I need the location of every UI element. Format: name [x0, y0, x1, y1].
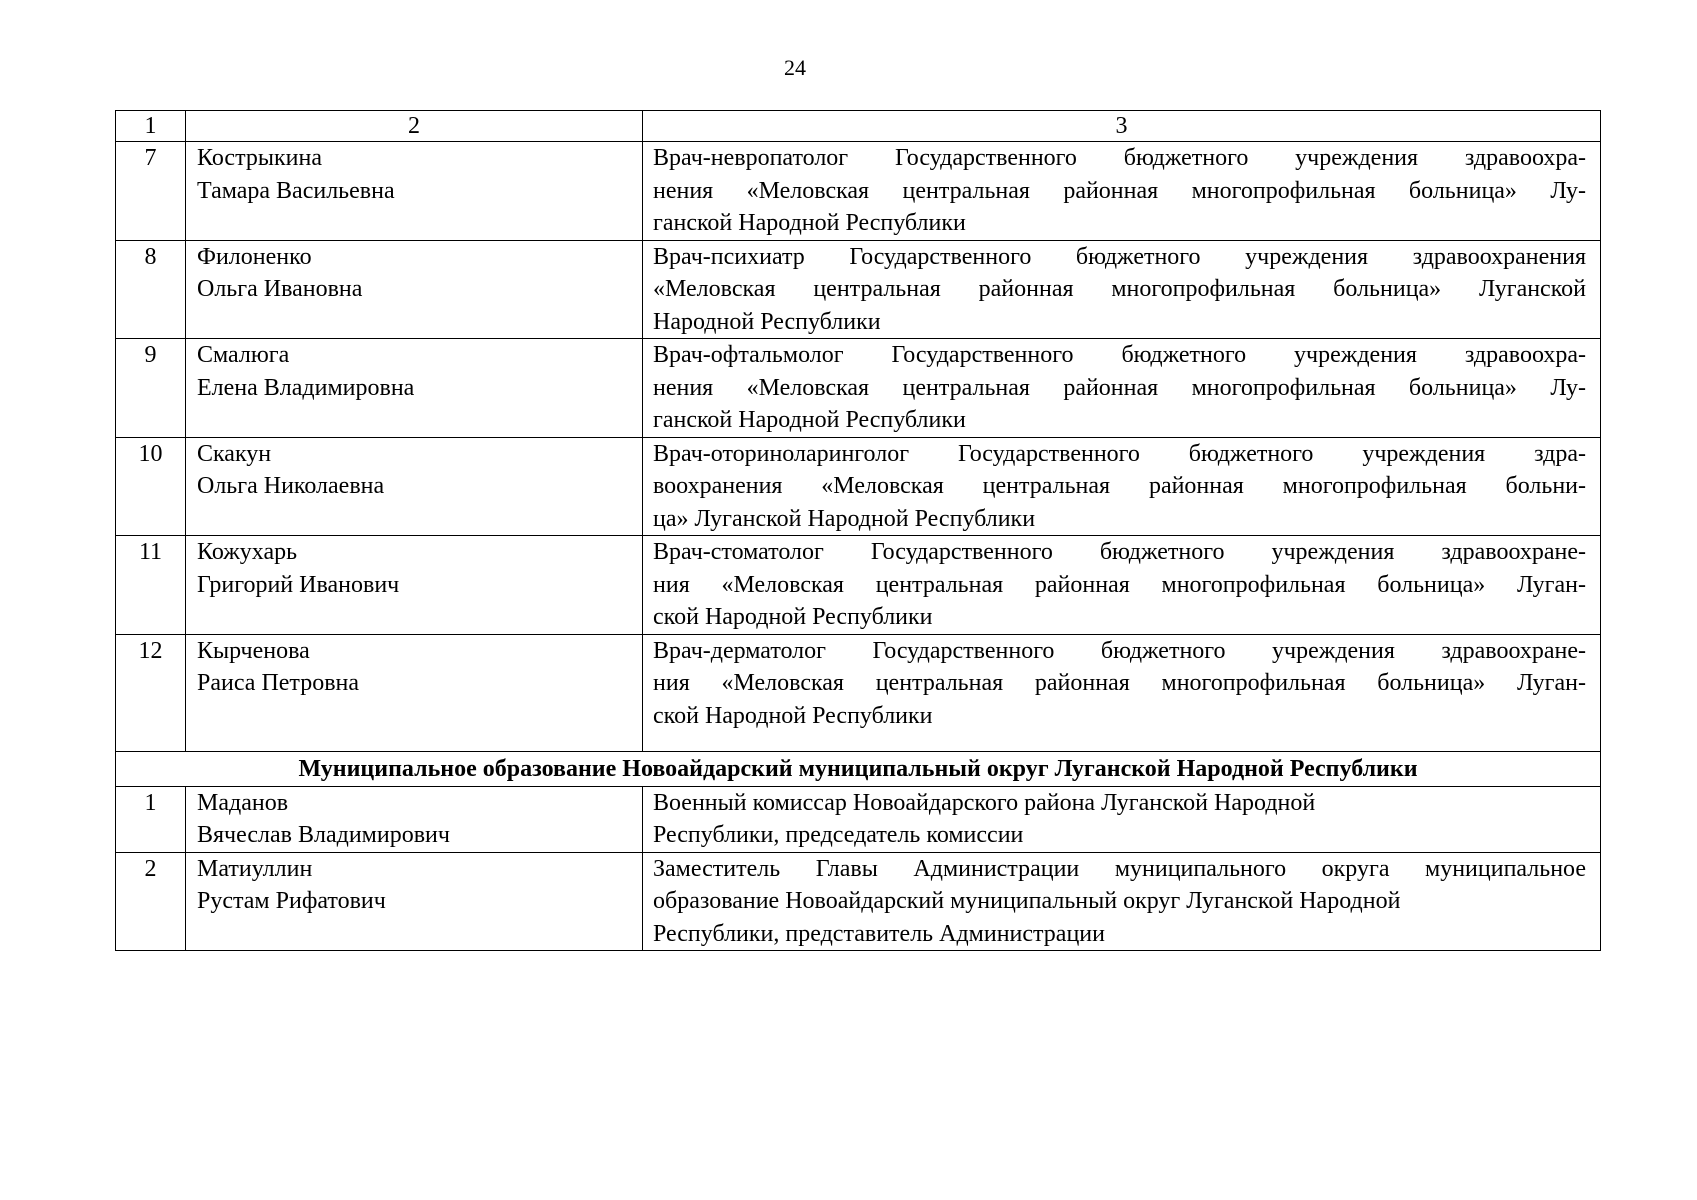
- position-line: нения «Меловская центральная районная многопрофильная больница» Лу-: [653, 177, 1586, 204]
- row-number: 7: [116, 142, 186, 241]
- position-line: Народной Республики: [653, 308, 881, 335]
- position-line: ской Народной Республики: [653, 604, 933, 630]
- column-header-position: 3: [643, 111, 1601, 142]
- table-header-row: [116, 111, 1601, 142]
- surname: Матиуллин: [197, 855, 313, 882]
- column-header-number: 1: [116, 111, 186, 142]
- position-line: ганской Народной Республики: [653, 407, 966, 433]
- position-line: Заместитель Главы Администрации муниципального округа муниципальное: [653, 855, 1586, 882]
- surname: Филоненко: [197, 243, 312, 270]
- member-name: [186, 437, 643, 536]
- table-row: [116, 142, 1601, 241]
- position-line: Врач-офтальмолог Государственного бюджетного учреждения здравоохра-: [653, 342, 1586, 368]
- row-number: 2: [116, 852, 186, 951]
- surname: Маданов: [197, 789, 289, 816]
- row-number: 1: [116, 786, 186, 852]
- member-name: [186, 536, 643, 635]
- position-line: Врач-невропатолог Государственного бюджетного учреждения здравоохра-: [653, 145, 1586, 171]
- commission-members-table: [115, 110, 1601, 951]
- member-position: [643, 536, 1601, 635]
- member-position: [643, 786, 1601, 852]
- table-row: [116, 852, 1601, 951]
- given-names: Ольга Ивановна: [197, 276, 363, 302]
- member-position: [643, 437, 1601, 536]
- given-names: Раиса Петровна: [197, 670, 360, 696]
- surname: Кожухарь: [197, 539, 298, 565]
- position-line: нения «Меловская центральная районная многопрофильная больница» Лу-: [653, 374, 1586, 401]
- section-heading: Муниципальное образование Новоайдарский муниципальный округ Луганской Народной Республики: [116, 751, 1601, 786]
- row-number: 10: [116, 437, 186, 536]
- member-name: [186, 142, 643, 241]
- page-number: 24: [784, 55, 806, 80]
- position-line: Врач-оториноларинголог Государственного бюджетного учреждения здра-: [653, 440, 1586, 467]
- position-line: образование Новоайдарский муниципальный округ Луганской Народной: [653, 888, 1401, 914]
- given-names: Рустам Рифатович: [197, 888, 386, 914]
- member-name: [186, 634, 643, 751]
- position-line: ской Народной Республики: [653, 702, 933, 729]
- table-row: [116, 786, 1601, 852]
- position-line: Врач-дерматолог Государственного бюджетного учреждения здравоохране-: [653, 637, 1586, 664]
- table-row: [116, 634, 1601, 751]
- row-number: 9: [116, 339, 186, 438]
- position-line: ния «Меловская центральная районная многопрофильная больница» Луган-: [653, 571, 1586, 598]
- surname: Кырченова: [197, 637, 310, 664]
- position-line: Республики, председатель комиссии: [653, 822, 1024, 848]
- position-line: «Меловская центральная районная многопрофильная больница» Луганской: [653, 276, 1586, 302]
- member-position: [643, 852, 1601, 951]
- position-line: Врач-стоматолог Государственного бюджетного учреждения здравоохране-: [653, 539, 1586, 565]
- section-heading-row: [116, 751, 1601, 786]
- position-line: Врач-психиатр Государственного бюджетного учреждения здравоохранения: [653, 243, 1586, 270]
- given-names: Вячеслав Владимирович: [197, 822, 450, 848]
- position-line: ганской Народной Республики: [653, 210, 966, 236]
- position-line: Военный комиссар Новоайдарского района Луганской Народной: [653, 789, 1316, 816]
- given-names: Григорий Иванович: [197, 571, 400, 598]
- member-position: [643, 240, 1601, 339]
- member-name: [186, 786, 643, 852]
- given-names: Ольга Николаевна: [197, 473, 385, 499]
- surname: Кострыкина: [197, 145, 322, 171]
- row-number: 8: [116, 240, 186, 339]
- member-position: [643, 339, 1601, 438]
- member-name: [186, 852, 643, 951]
- surname: Смалюга: [197, 342, 290, 368]
- member-position: [643, 142, 1601, 241]
- table-row: [116, 240, 1601, 339]
- member-name: [186, 240, 643, 339]
- given-names: Елена Владимировна: [197, 374, 415, 401]
- table-row: [116, 536, 1601, 635]
- given-names: Тамара Васильевна: [197, 177, 395, 204]
- position-line: воохранения «Меловская центральная районная многопрофильная больни-: [653, 473, 1586, 499]
- position-line: ния «Меловская центральная районная многопрофильная больница» Луган-: [653, 670, 1586, 696]
- row-number: 12: [116, 634, 186, 751]
- position-line: ца» Луганской Народной Республики: [653, 505, 1036, 532]
- table-row: [116, 339, 1601, 438]
- column-header-name: 2: [186, 111, 643, 142]
- member-position: [643, 634, 1601, 751]
- member-name: [186, 339, 643, 438]
- position-line: Республики, представитель Администрации: [653, 920, 1105, 947]
- surname: Скакун: [197, 440, 272, 467]
- table-row: [116, 437, 1601, 536]
- row-number: 11: [116, 536, 186, 635]
